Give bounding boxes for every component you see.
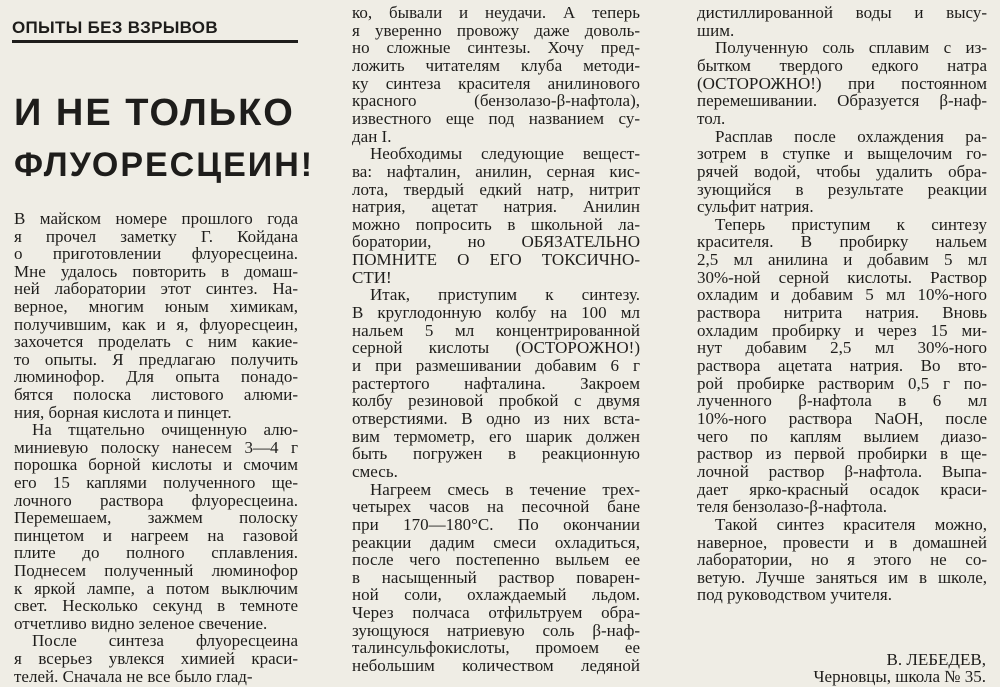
text-line: перемешивании. Образуется β-наф- [697,91,987,111]
section-rubric: ОПЫТЫ БЕЗ ВЗРЫВОВ [12,18,298,43]
text-line: растертого нафталина. Закроем [352,373,640,393]
text-line: дает ярко-красный осадок краси- [697,479,987,499]
text-line: к яркой лампе, а потом выключим [14,578,298,598]
text-line: СТИ! [352,267,392,287]
text-line: ПОМНИТЕ О ЕГО ТОКСИЧНО- [352,250,640,270]
text-line: Поднесем полученный люминофор [14,561,298,580]
text-line: реакции дадим смеси охладиться, [352,532,640,552]
text-line: известного еще под названием су- [352,108,640,128]
text-line: сульфит натрия. [697,197,814,217]
text-line: Перемешаем, зажмем полоску [14,508,298,528]
text-line: бятся полоска листового алюми- [14,385,298,404]
author-location: Черновцы, школа № 35. [813,667,986,686]
text-line: лочного раствора флуоресцеина. [14,490,298,510]
text-line: нут добавим 2,5 мл 30%-ного [697,338,987,358]
text-line: то опыты. Я предлагаю получить [14,349,298,369]
text-line: охладим и добавим 5 мл 10%-ного [697,285,987,305]
text-line: колбу резиновой пробкой с двумя [352,391,640,411]
text-line: пинцетом и нагреем на газовой [14,525,298,545]
text-line: вим термометр, его шарик должен [352,426,640,446]
text-line: 10%-ного раствора NaOH, после [697,408,987,428]
text-line: можно попросить в школьной ла- [352,214,640,234]
text-line: ния, борная кислота и пинцет. [14,402,232,422]
text-line: бытком твердого едкого натра [697,55,987,75]
text-line: лочной раствор β-нафтола. Выпа- [697,461,987,481]
text-line: Необходимы следующие вещест- [370,144,640,164]
text-line: ку синтеза красителя анилинового [352,73,640,93]
text-line: ко, бывали и неудачи. А теперь [352,3,640,22]
text-line: свет. Несколько секунд в темноте [14,596,298,616]
text-line: В круглодонную колбу на 100 мл [352,303,640,323]
text-line: рой пробирке растворим 0,5 г по- [697,373,987,393]
text-line: зотрем в ступке и выщелочим го- [697,144,987,164]
text-line: при 170—180°С. По окончании [352,514,640,534]
text-line: в насыщенный раствор поварен- [352,567,640,587]
text-line: серной кислоты (ОСТОРОЖНО!) [352,338,640,358]
text-line: о приготовлении флуоресцеина. [14,244,298,264]
text-line: теля бензолазо-β-нафтола. [697,497,888,517]
text-line: Нагреем смесь в течение трех- [370,479,640,499]
text-line: (ОСТОРОЖНО!) при постоянном [697,73,987,93]
text-line: красителя. В пробирку нальем [697,232,987,252]
text-line: После синтеза флуоресцеина [32,631,298,651]
text-line: раствора ацетата натрия. Во вто- [697,356,987,375]
text-line: лученного β-нафтола в 6 мл [697,391,987,411]
text-line: плите до полного сплавления. [14,543,298,563]
text-line: ветую. Лучше заняться им в школе, [697,567,987,587]
text-line: верное, многим юным химикам, [14,297,298,316]
text-line: наверное, провести и в домашней [697,532,987,552]
text-line: я прочел заметку Г. Койдана [14,226,298,246]
text-line: после чего постепенно выльем ее [352,550,640,570]
text-line: порошка борной кислоты и смочим [14,455,298,475]
text-line: ва: нафталин, анилин, серная кис- [352,161,640,181]
text-line: 30%-ной серной кислоты. Раствор [697,267,987,287]
text-line: быть погружен в реакционную [352,444,640,464]
text-line: я уверенно провожу даже доволь- [352,20,640,40]
text-line: 2,5 мл анилина и добавим 5 мл [697,250,987,270]
text-line: люминофор. Для опыта понадо- [14,367,298,387]
text-line: небольшим количеством ледяной [352,656,640,676]
text-line: раствор из первой пробирки в ще- [697,444,987,464]
text-line: ней лаборатории этот синтез. На- [14,279,298,299]
headline-line-1: И НЕ ТОЛЬКО [14,92,295,134]
text-line: нальем 5 мл концентрированной [352,320,640,340]
text-line: Такой синтез красителя можно, [715,514,987,534]
text-line: лаборатории, но я этого не со- [697,550,987,570]
text-line: дан I. [352,126,392,146]
text-line: лота, твердый едкий натр, нитрит [352,179,640,199]
text-line: боратории, но ОБЯЗАТЕЛЬНО [352,232,640,252]
text-line: Полученную соль сплавим с из- [715,38,987,58]
text-line: На тщательно очищенную алю- [32,420,298,440]
text-line: охладим пробирку и через 15 ми- [697,320,987,340]
text-line: ложить читателям клуба методи- [352,55,640,75]
text-line: Теперь приступим к синтезу [715,214,987,234]
text-line: рячей водой, чтобы удалить обра- [697,161,987,181]
text-line: отчетливо видно зеленое свечение. [14,613,268,633]
text-line: отверстиями. В одно из них вста- [352,408,640,428]
author-signature: В. ЛЕБЕДЕВ, [886,650,986,669]
text-line: тол. [697,108,726,128]
text-line: зующуюся натриевую соль β-наф- [352,620,640,640]
text-line: ной соли, охлаждаемый льдом. [352,585,640,605]
text-line: и при размешивании добавим 6 г [352,356,640,375]
text-line: талинсульфокислоты, промоем ее [352,638,640,658]
text-line: под руководством учителя. [697,585,892,605]
text-line: миниевую полоску нанесем 3—4 г [14,437,298,457]
text-line: смесь. [352,461,398,481]
text-line: телей. Сначала не все было глад- [14,666,253,686]
text-line: шим. [697,20,735,40]
text-line: В майском номере прошлого года [14,209,298,228]
text-line: чего по каплям вылием диазо- [697,426,987,446]
text-line: получившим, как и я, флуоресцеин, [14,314,298,334]
text-line: зующийся в результате реакции [697,179,987,199]
text-line: Итак, приступим к синтезу. [370,285,640,305]
text-line: красного (бензолазо-β-нафтола), [352,91,640,111]
text-line: четырех часов на песочной бане [352,497,640,517]
text-line: натрия, ацетат натрия. Анилин [352,197,640,217]
text-line: захочется проделать с ним какие- [14,332,298,352]
text-line: Мне удалось повторить в домаш- [14,261,298,281]
headline-line-2: ФЛУОРЕСЦЕИН! [14,146,315,184]
text-line: но сложные синтезы. Хочу пред- [352,38,640,58]
text-line: Расплав после охлаждения ра- [715,126,987,146]
text-line: дистиллированной воды и высу- [697,3,987,22]
text-line: я всерьез увлекся химией краси- [14,649,298,668]
text-line: его 15 каплями полученного ще- [14,473,298,492]
text-line: раствора нитрита натрия. Вновь [697,303,987,323]
text-line: Через полчаса отфильтруем обра- [352,603,640,623]
